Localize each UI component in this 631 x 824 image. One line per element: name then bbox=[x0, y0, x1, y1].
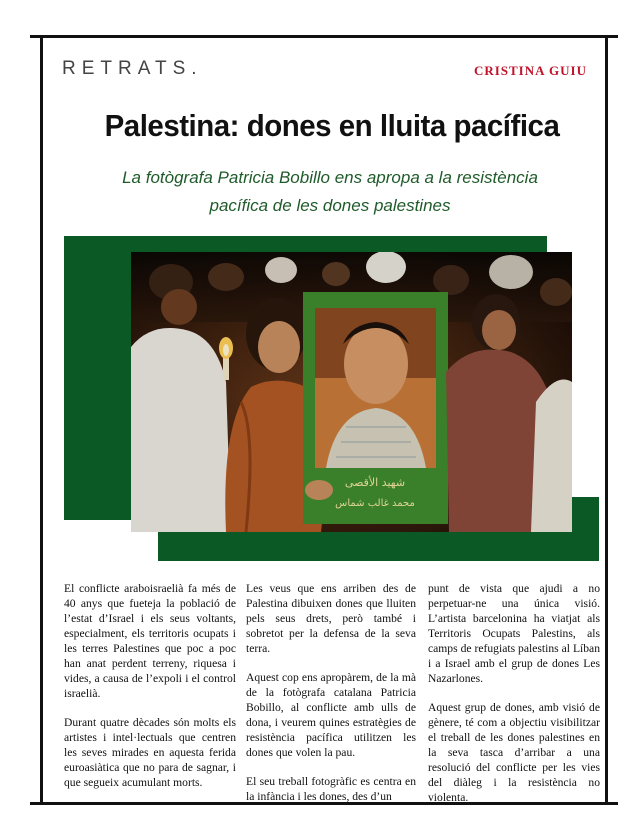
article-column-3 bbox=[428, 581, 600, 819]
body-paragraph: El conflicte araboisraelià fa més de 40 anys que fueteja la població de l’estat d’Israel i els seus voltants, especialment, els territoris ocupats i les terres Palestines que poc a poc han anat perdent terreny, riquesa i vides, a causa de l’expoli i el control israelià. bbox=[64, 582, 236, 700]
feature-photo bbox=[131, 252, 572, 532]
body-paragraph: punt de vista que ajudi a no perpetuar-ne una única visió. L’artista barcelonina ha viatjat als Territoris Ocupats Palestins, als camps de refugiats palestins al Líban i a Israel amb el grup de dones Les Nazarlones. bbox=[428, 582, 600, 685]
body-paragraph: Aquest grup de dones, amb visió de gènere, té com a objectiu visibilitzar el treball de les dones palestines en la seva tasca d’arribar a una resolució del conflicte per les vies del diàleg i la resistència no violenta. bbox=[428, 701, 600, 804]
section-label: RETRATS. bbox=[62, 58, 203, 79]
frame-top-rule bbox=[40, 35, 608, 38]
corner-tick bbox=[30, 802, 40, 805]
poster-caption-name: محمد غالب شماس bbox=[335, 498, 415, 509]
article-column-1 bbox=[64, 581, 236, 804]
corner-tick bbox=[608, 35, 618, 38]
article-column-2 bbox=[246, 581, 416, 818]
body-paragraph: El seu treball fotogràfic es centra en la infància i les dones, des d’un bbox=[246, 775, 416, 803]
poster-caption-arabic: شهيد الأقصى bbox=[344, 476, 406, 489]
subtitle-line-1: La fotògrafa Patricia Bobillo ens apropa a la resistència bbox=[122, 168, 538, 187]
body-paragraph: Les veus que ens arriben des de Palestina dibuixen dones que lluiten pels seus drets, però també i sobretot per la defensa de la seva terra. bbox=[246, 582, 416, 655]
body-paragraph: Aquest cop ens apropàrem, de la mà de la fotògrafa catalana Patricia Bobillo, al conflicte amb ulls de dona, i veurem quines estratègies de resistència pacífica utilitzen les dones que volen la pau. bbox=[246, 671, 416, 759]
body-paragraph: Durant quatre dècades són molts els artistes i intel·lectuals que centren les seves mirades en aquesta ferida euroasiàtica que no para de sagnar, i que segueix acumulant morts. bbox=[64, 716, 236, 789]
subtitle-line-2: pacífica de les dones palestines bbox=[209, 196, 451, 215]
corner-tick bbox=[30, 35, 40, 38]
frame-left-rule bbox=[40, 35, 43, 805]
author-name: CRISTINA GUIU bbox=[473, 63, 587, 78]
frame-right-rule bbox=[605, 35, 608, 805]
article-subtitle bbox=[70, 164, 590, 220]
corner-tick bbox=[608, 802, 618, 805]
photo-illustration bbox=[131, 252, 572, 532]
article-title: Palestina: dones en lluita pacífica bbox=[104, 108, 560, 143]
